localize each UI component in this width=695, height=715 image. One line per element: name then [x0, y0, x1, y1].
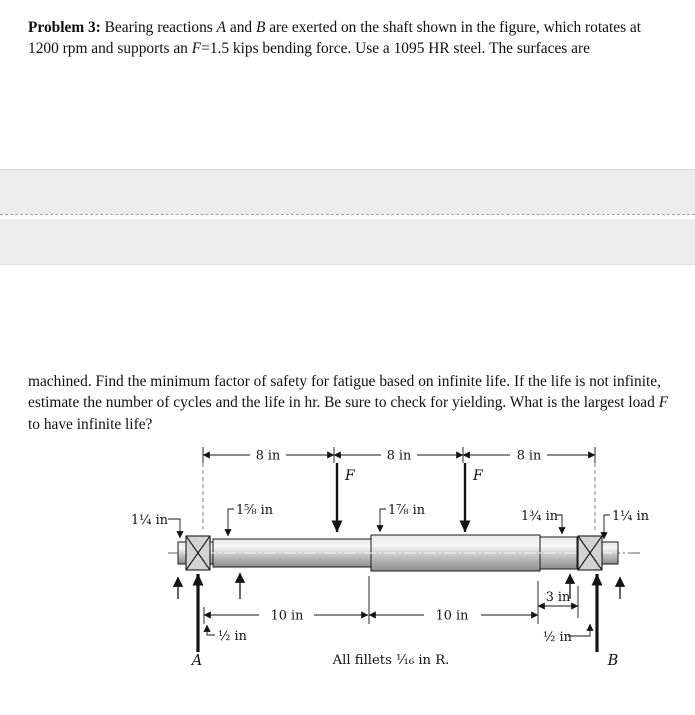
problem-statement-top	[28, 17, 671, 60]
force-label-1: F	[345, 468, 355, 484]
dia-label-1-1-4-left: 1¼ in	[131, 513, 168, 528]
dia-label-1-1-4-right: 1¼ in	[612, 509, 649, 524]
half-inch-callouts	[207, 624, 590, 645]
text-run: to have infinite life?	[28, 415, 153, 433]
dia-label-1-5-8: 1⅝ in	[236, 503, 273, 518]
dia-label-1-3-4: 1¾ in	[521, 509, 558, 524]
dim-label-8in: 8 in	[516, 448, 542, 464]
half-in-label-right: ½ in	[543, 630, 572, 645]
half-in-label-left: ½ in	[218, 629, 247, 644]
var-B: B	[255, 19, 266, 36]
dim-label-3in: 3 in	[545, 590, 571, 605]
blank-answer-band-top	[0, 169, 695, 214]
diameter-callouts	[131, 503, 649, 539]
bottom-dimension-chain	[204, 576, 578, 624]
var-F: F	[191, 40, 202, 58]
dim-label-10in-right: 10 in	[435, 608, 469, 624]
text-run: =1.5 kips bending force. Use a 1095 HR steel. The surfaces are	[201, 40, 590, 58]
bearing-b-symbol	[578, 536, 602, 570]
dim-label-10in-left: 10 in	[270, 608, 304, 624]
dashed-divider	[0, 214, 695, 215]
var-A: A	[216, 19, 227, 36]
text-run: and	[226, 19, 256, 36]
problem-label: Problem 3:	[28, 19, 101, 36]
fillet-note: All fillets ¹⁄₁₆ in R.	[332, 653, 450, 668]
dim-label-8in: 8 in	[386, 448, 412, 464]
bearing-a-label: A	[191, 653, 203, 669]
text-run: machined. Find the minimum factor of safety for fatigue based on infinite life. If the life is not infinite, estimate the number of cycles and the life in hr. Be sure to check for yielding. What is the largest load	[28, 373, 661, 412]
text-run: are exerted on the shaft shown in the figure, which rotates at 1200 rpm and supports an	[28, 19, 642, 58]
problem-statement-bottom	[28, 371, 671, 435]
bearing-a-symbol	[186, 536, 210, 570]
dim-label-8in: 8 in	[255, 448, 281, 464]
force-label-2: F	[473, 468, 483, 484]
blank-answer-band-bottom	[0, 219, 695, 265]
applied-forces	[337, 463, 484, 532]
bearing-b-label: B	[607, 653, 619, 669]
text-run: Bearing reactions	[100, 19, 217, 36]
dia-label-1-7-8: 1⅞ in	[388, 503, 425, 518]
shaft-figure	[0, 436, 695, 700]
var-F: F	[658, 394, 669, 412]
